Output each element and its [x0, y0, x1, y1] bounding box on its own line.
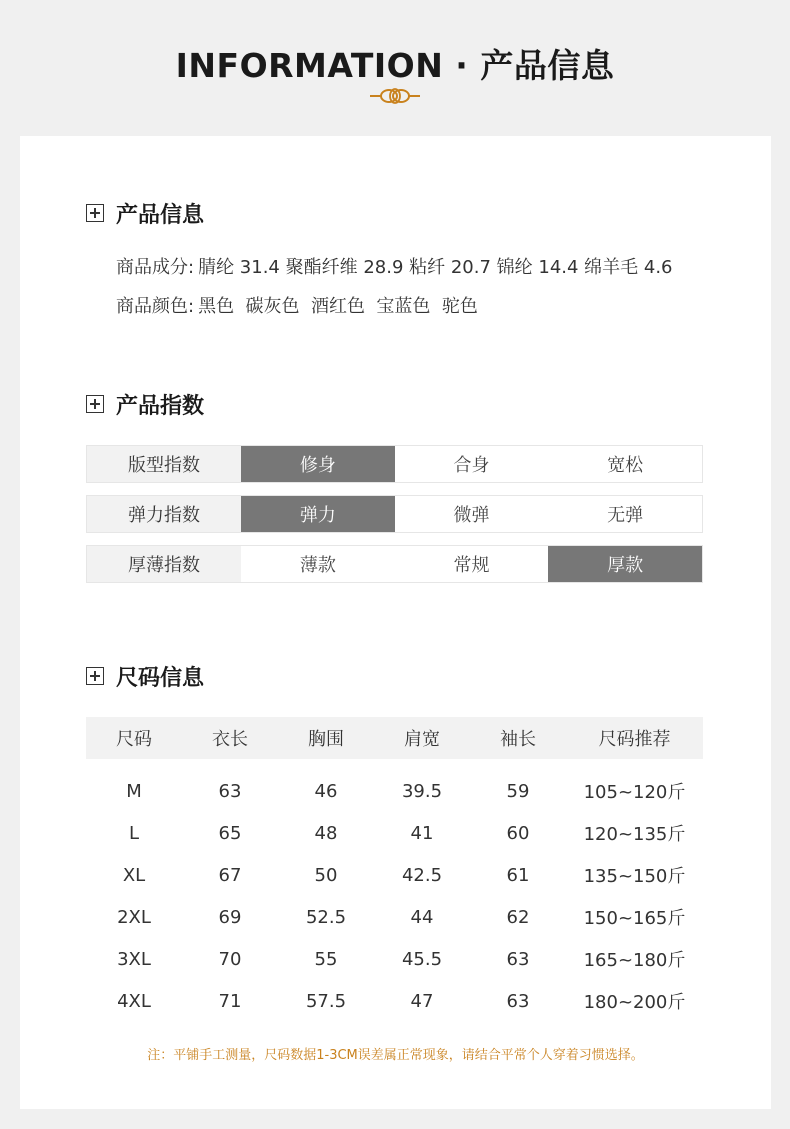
table-cell: 42.5 [401, 864, 443, 886]
table-cell: 165~180斤 [583, 950, 686, 971]
table-cell: 60 [506, 822, 530, 844]
color-line [116, 292, 478, 318]
column-header: 尺码 [86, 717, 182, 759]
table-row [86, 854, 703, 896]
index-option: 修身 [241, 446, 395, 482]
knot-ornament-icon [368, 86, 422, 106]
table-cell: 50 [314, 864, 338, 886]
table-cell: 150~165斤 [583, 908, 686, 929]
table-cell: 65 [218, 822, 242, 844]
index-option: 薄款 [241, 546, 395, 582]
composition-value: 腈纶 31.4 聚酯纤维 28.9 粘纤 20.7 锦纶 14.4 绵羊毛 4.6 [198, 257, 673, 278]
index-label: 厚薄指数 [87, 546, 241, 582]
table-cell: 52.5 [305, 906, 347, 928]
table-cell: 39.5 [401, 780, 443, 802]
index-option: 厚款 [548, 546, 702, 582]
size-table-header [86, 717, 703, 759]
table-cell: 44 [410, 906, 434, 928]
column-header: 衣长 [182, 717, 278, 759]
index-label: 版型指数 [87, 446, 241, 482]
index-option: 弹力 [241, 496, 395, 532]
table-cell: 180~200斤 [583, 992, 686, 1013]
column-header: 尺码推荐 [566, 717, 703, 759]
measurement-note: 注：平铺手工测量，尺码数据1-3CM误差属正常现象，请结合平常个人穿着习惯选择。 [147, 1048, 644, 1063]
column-header: 袖长 [470, 717, 566, 759]
table-row [86, 980, 703, 1022]
index-row [86, 545, 703, 583]
table-cell: 63 [506, 948, 530, 970]
composition-line [116, 253, 673, 279]
table-cell: 4XL [117, 990, 151, 1012]
column-header: 肩宽 [374, 717, 470, 759]
table-cell: 2XL [117, 906, 151, 928]
index-option: 合身 [395, 446, 549, 482]
table-cell: 120~135斤 [583, 824, 686, 845]
index-option: 宽松 [548, 446, 702, 482]
color-label: 商品颜色: [116, 296, 195, 317]
table-cell: M [126, 780, 142, 802]
index-option: 无弹 [548, 496, 702, 532]
info-card [20, 136, 771, 1109]
table-cell: 135~150斤 [583, 866, 686, 887]
composition-label: 商品成分: [116, 257, 195, 278]
plus-box-icon [86, 667, 104, 685]
section-title: 产品指数 [116, 393, 205, 419]
table-cell: 70 [218, 948, 242, 970]
index-option: 常规 [395, 546, 549, 582]
section-title: 产品信息 [116, 202, 205, 228]
index-row [86, 495, 703, 533]
table-cell: 59 [506, 780, 530, 802]
table-cell: 48 [314, 822, 338, 844]
table-row [86, 896, 703, 938]
table-cell: 3XL [117, 948, 151, 970]
plus-box-icon [86, 395, 104, 413]
table-cell: 71 [218, 990, 242, 1012]
table-row [86, 759, 703, 812]
table-cell: 105~120斤 [583, 782, 686, 803]
table-cell: L [128, 822, 140, 844]
table-cell: 63 [218, 780, 242, 802]
table-cell: 45.5 [401, 948, 443, 970]
page-title: INFORMATION · 产品信息 [175, 46, 615, 85]
index-row [86, 445, 703, 483]
table-cell: 41 [410, 822, 434, 844]
index-option: 微弹 [395, 496, 549, 532]
section-size-info [86, 661, 204, 691]
table-cell: 46 [314, 780, 338, 802]
section-product-index [86, 389, 204, 419]
column-header: 胸围 [278, 717, 374, 759]
size-table [86, 717, 703, 1022]
section-title: 尺码信息 [116, 665, 205, 691]
table-cell: 55 [314, 948, 338, 970]
table-cell: 61 [506, 864, 530, 886]
table-cell: 47 [410, 990, 434, 1012]
section-product-info [86, 198, 204, 228]
table-cell: XL [122, 864, 146, 886]
color-value: 黑色 碳灰色 酒红色 宝蓝色 驼色 [198, 296, 478, 317]
table-row [86, 938, 703, 980]
table-cell: 57.5 [305, 990, 347, 1012]
table-cell: 62 [506, 906, 530, 928]
table-cell: 63 [506, 990, 530, 1012]
table-cell: 67 [218, 864, 242, 886]
index-label: 弹力指数 [87, 496, 241, 532]
table-row [86, 812, 703, 854]
plus-box-icon [86, 204, 104, 222]
table-cell: 69 [218, 906, 242, 928]
